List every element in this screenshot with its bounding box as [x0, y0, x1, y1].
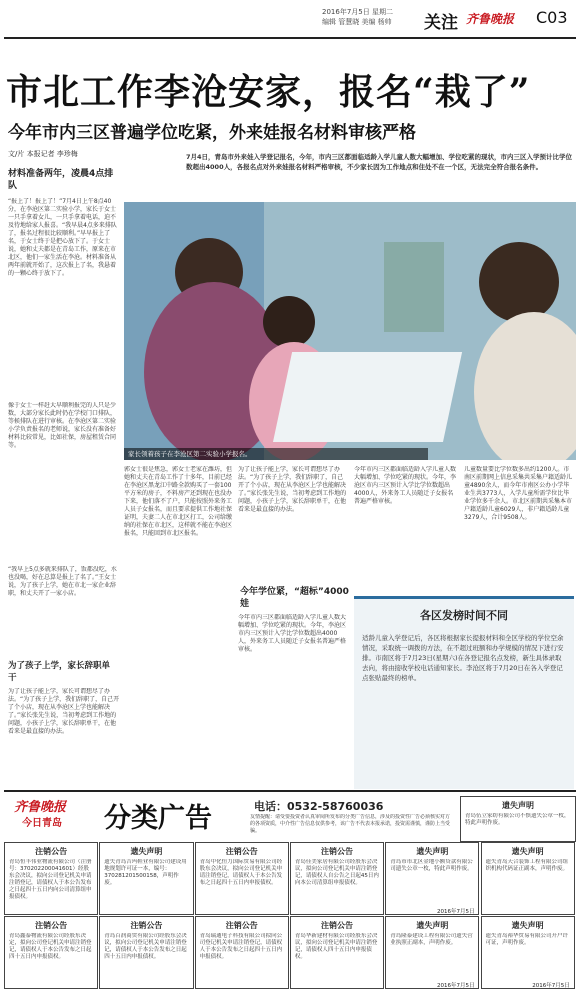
- col3-paragraph: 为了让孩子能上学，家长可谓想尽了办法。“为了孩子上学，我们辞职了，自己开了个小店，现在从李沧区上学也能解决了。”家长张先生说，当初考虑到工作地的问题，小孩子上学，家长辞职单干，在他看来是最直接的办法。: [238, 466, 347, 513]
- notice-title: 遗失声明: [416, 847, 449, 856]
- notice-card: [290, 842, 384, 915]
- classified-disclaimer: 友情提醒：请受要投资者认真审阅所发布的分类广告信息，涉及的投资性广告必须核实对方的各项资质，中介性广告信息仅供参考，该广告不代表本报承诺，投资需谨慎，谨防上当受骗。: [250, 814, 450, 834]
- section-divider: [4, 790, 576, 792]
- notice-card: [481, 916, 575, 989]
- notice-body: 青岛恒丰伟业物流有限公司（注册号：370202200041601）经股东会决议，拟向公司登记机关申请注销登记，请债权人于本公告发布之日起四十五日内向公司清算组申报债权。: [9, 859, 92, 900]
- notice-top-right: [460, 796, 576, 842]
- notice-title: 注销公告: [35, 921, 68, 930]
- notice-title: 遗失声明: [511, 921, 544, 930]
- notice-title: 遗失声明: [502, 801, 534, 810]
- notice-body: 青岛中化恒力国际贸易有限公司经股东会决议，拟向公司登记机关申请注销登记，请债权人于本公告发布之日起四十五日内申报债权。: [199, 859, 283, 886]
- notice-card: [195, 842, 289, 915]
- col5-paragraph: 儿童数量要比学位数多出约1200人。市南区前期网上信息采集共采集户籍适龄儿童4890余人，而今年市南区公办小学毕业生共3773人，入学儿童所需学位比毕业学位多千余人。市北区前期共采集本市户籍适龄儿童6029人，非户籍适龄儿童3279人，合计9508人。: [464, 466, 573, 521]
- notice-date: 2016年7月5日: [436, 909, 475, 915]
- byline: 文/片 本报记者 李珍梅: [8, 150, 78, 158]
- notice-title: 注销公告: [225, 921, 258, 930]
- headline: 市北工作李沧安家，报名“栽了”: [6, 71, 531, 113]
- col1b-paragraph: 像于女士一样赶大早顺利报完的人只是少数，大部分家长此时仍在学校门口排队，等候排队在进行审核。在李沧区第二实验小学负责报名的老师说，家长没有准备好材料比较常见，比如社保，房屋租赁合同等。: [8, 402, 117, 449]
- col2-paragraph: 郭女士很是焦急，郭女士老家在潍坊，但她和丈夫在青岛工作了十多年，目前已经在李沧区黑龙江中路全款购买了一套100平方米的房子，不料房产还到现在也没办下来，他们落不了户，只能按照外来务工人员子女报名，而且要求提供工作地社保证明，夫妻二人在市北区打工，公司给缴纳的社保在市北区，这样就不能在李沧区报名，只能回到市北区报名。: [124, 466, 233, 537]
- notice-card: [195, 916, 289, 989]
- subheadline: 今年市内三区普遍学位吃紧，外来娃报名材料审核严格: [8, 123, 416, 143]
- classified-logo-sub: 今日青岛: [22, 818, 62, 829]
- notice-card: [4, 916, 98, 989]
- col1d-paragraph: 为了让孩子能上学，家长可谓想尽了办法。“为了孩子上学，我们辞职了，自己开了个小店，现在从李沧区上学也能解决了。”家长张先生说，当初考虑到工作地的问题，小孩子上学，家长辞职单干，在他看来是最直接的办法。: [8, 688, 120, 735]
- classified-title: 分类广告: [104, 803, 212, 834]
- header-editors: 编辑 管慧晓 美编 杨帅: [322, 18, 392, 26]
- notice-body: 青岛华新建材有限公司经股东会决议，拟向公司登记机关申请注销登记，请债权人四十五日内申报债权。: [294, 933, 378, 960]
- notice-card: [481, 842, 575, 915]
- notice-body: 青岛瑞通电子科技有限公司拟向公司登记机关申请注销登记，请债权人于本公告发布之日起四十五日内申报债权。: [199, 933, 283, 960]
- notice-body: 遗失青岛天合装饰工程有限公司组织机构代码证正副本，声明作废。: [485, 859, 569, 872]
- classified-phone: 电话：0532-58760036: [254, 800, 384, 813]
- notice-card: [99, 916, 193, 989]
- notice-card: [4, 842, 98, 915]
- notice-title: 遗失声明: [130, 847, 163, 856]
- photo-illustration: [124, 202, 576, 460]
- notice-title: 注销公告: [35, 847, 68, 856]
- sidebar-box: [354, 596, 574, 789]
- paper-logo: 齐鲁晚报: [466, 12, 515, 26]
- photo-caption: 家长领着孩子在李沧区第二实验小学报名。: [124, 448, 428, 460]
- notice-date: 2016年7月5日: [532, 983, 570, 989]
- section-label: 关注: [424, 13, 458, 33]
- notice-body: 青岛百润商贸有限公司经股东会决议，拟向公司登记机关申请注销登记，请债权人于本公告发布之日起四十五日内申报债权。: [104, 933, 187, 960]
- header-date: 2016年7月5日 星期二: [322, 8, 393, 16]
- lead-paragraph: 7月4日，青岛市外来娃入学登记报名，今年，市内三区都面临适龄入学儿童人数大幅增加、学位吃紧的现状，市内三区入学预计比学位数超出4000人，各报名点对外来娃报名材料严格审核，不少家长因为工作地点和住处不在一个区，无法完全符合报名条件。: [186, 153, 573, 171]
- notice-title: 遗失声明: [511, 847, 544, 856]
- notice-card: [99, 842, 193, 915]
- col1c-paragraph: “我早上5点多就来排队了，饭都没吃，水也没喝，好在总算是报上了名了。”王女士说，为了孩子上学，她在市北一家企业辞职，和丈夫开了一家小店。: [8, 566, 117, 597]
- col3b-paragraph: 今年市内三区都面临适龄入学儿童人数大幅增加、学位吃紧的现状。今年，李沧区市内三区预计入学比学位数超出4000人，外来务工人员随迁子女报名普遍严格审核。: [238, 614, 347, 653]
- notice-date: 2016年7月5日: [436, 983, 475, 989]
- col4-paragraph: 今年市内三区都面临适龄入学儿童人数大幅增加、学位吃紧的现状。今年，李沧区市内三区预计入学比学位数超出4000人，外来务工人员随迁子女报名普遍严格审核。: [354, 466, 457, 505]
- notice-body: 遗失青岛吉玛鞋业有限公司建设用地规划许可证一本，编号：370281201500158，声明作废。: [104, 859, 187, 886]
- notice-title: 注销公告: [130, 921, 163, 930]
- notice-body: 青岛伍立家纺有限公司不慎遗失公章一枚，特此声明作废。: [465, 813, 570, 826]
- notice-body: 遗失青岛裕华贸易有限公司开户许可证，声明作废。: [485, 933, 569, 946]
- col1-paragraph: “报上了！报上了！”7月4日上午8点40分，在李沧区第二实验小学，家长于女士一只手拿着女儿，一只手拿着电话，迫不及待地给家人报喜。“我早晨4点多来排队了，报名过程很比较顺利。”早早报上了名，于女士终于是把心放下了。于女士说，她和丈夫都是在青岛工作，原来在市北区，他们一家生活在李沧。材料准备从两年前就开始了，这次报上了名，我悬着的一颗心终于放下了。: [8, 198, 117, 277]
- news-photo: [124, 202, 576, 460]
- notice-body: 青岛隆泰建设工程有限公司遗失营业执照正副本，声明作废。: [390, 933, 473, 946]
- notice-card: [385, 842, 479, 915]
- notice-body: 青岛鑫泰物流有限公司经股东决定，拟向公司登记机关申请注销登记，请债权人于本公告发布之日起四十五日内申报债权。: [9, 933, 92, 960]
- notice-title: 注销公告: [225, 847, 258, 856]
- sidebar-body: 适龄儿童入学登记后，各区将根据家长提报材料和全区学校的学位空余情况，采取统一调拨的方法，在不超过班额和办学规模的情况下进行安排。市南区将于7月23日(星期六)在各登记报名点发榜，新生具体录取去向，将由接收学校电话通知家长。李沧区将于7月20日在各入学登记点张贴最终的榜单。: [362, 634, 564, 682]
- classified-logo: 齐鲁晚报: [14, 800, 67, 815]
- sidebar-title: 各区发榜时间不同: [420, 609, 508, 622]
- page-number: C03: [536, 8, 568, 27]
- notice-card: [385, 916, 479, 989]
- subhead-1: 材料准备两年，凌晨4点排队: [8, 169, 114, 191]
- subhead-2: 为了孩子上学，家长辞职单干: [8, 661, 111, 683]
- subhead-3: 今年学位紧，“超标”4000娃: [240, 587, 349, 609]
- notice-body: 青岛市市北区金地小额贷款有限公司遗失公章一枚，特此声明作废。: [390, 859, 473, 872]
- notice-card: [290, 916, 384, 989]
- header-rule: [4, 37, 576, 39]
- notice-body: 青岛佳美家居有限公司经股东会决议，拟向公司登记机关申请注销登记，请债权人自公告之日起45日内向本公司清算组申报债权。: [294, 859, 379, 886]
- notice-title: 注销公告: [321, 847, 354, 856]
- notice-title: 遗失声明: [416, 921, 449, 930]
- notice-title: 注销公告: [321, 921, 354, 930]
